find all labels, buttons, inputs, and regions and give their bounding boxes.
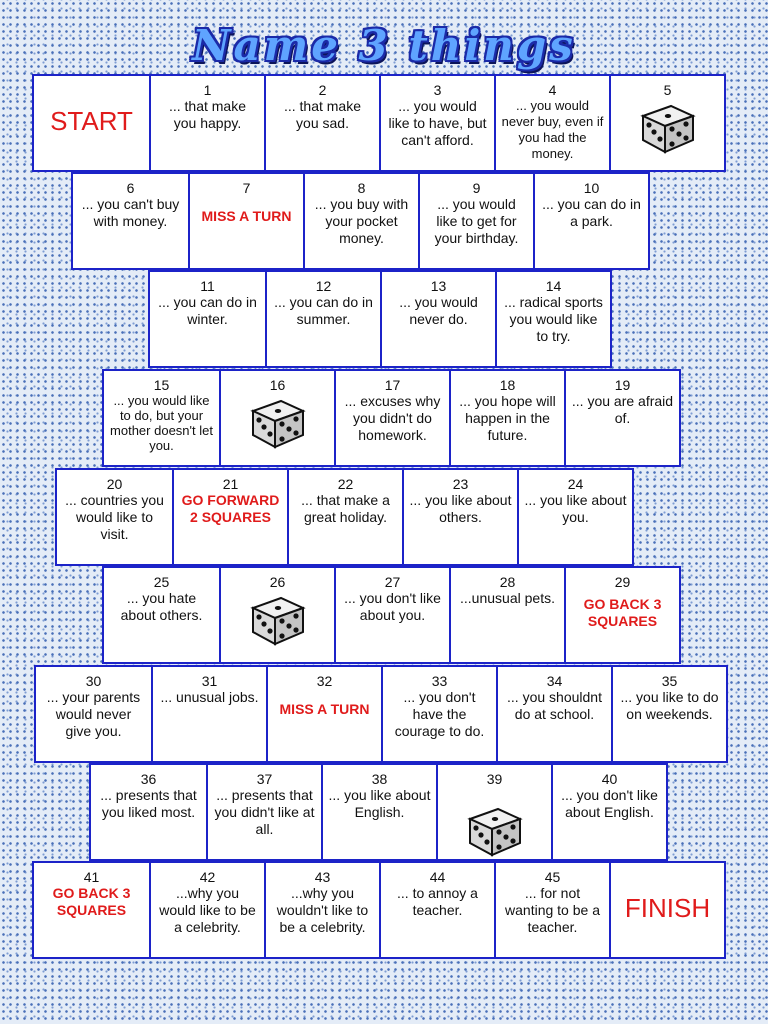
square-30[interactable]	[36, 667, 151, 761]
square-number: 17	[384, 377, 401, 393]
square-prompt: ... you hope will happen in the future.	[459, 393, 556, 443]
square-prompt: ... you would never do.	[399, 294, 478, 327]
square-number: 41	[83, 869, 100, 885]
square-31[interactable]	[151, 667, 266, 761]
square-prompt: ... your parents would never give you.	[46, 689, 141, 739]
square-prompt: ...why you would like to be a celebrity.	[159, 885, 256, 935]
square-number: 44	[429, 869, 446, 885]
square-number: 6	[126, 180, 135, 196]
square-number: 34	[546, 673, 563, 689]
square-40[interactable]	[551, 765, 666, 859]
square-prompt: ... you like about English.	[328, 787, 431, 820]
square-45[interactable]	[494, 863, 609, 957]
square-prompt: ... you like about others.	[409, 492, 512, 525]
square-number: 15	[153, 377, 170, 393]
square-29[interactable]	[564, 568, 679, 662]
square-32[interactable]	[266, 667, 381, 761]
square-20[interactable]	[57, 470, 172, 564]
square-number: 11	[200, 278, 215, 294]
square-35[interactable]	[611, 667, 726, 761]
square-number: 3	[433, 82, 442, 98]
square-prompt: ... you hate about others.	[120, 590, 203, 623]
square-number: 32	[316, 673, 333, 689]
square-number: 4	[548, 82, 557, 98]
square-number: 14	[545, 278, 562, 294]
square-27[interactable]	[334, 568, 449, 662]
dice-icon	[247, 592, 309, 648]
square-number: 25	[153, 574, 170, 590]
square-number: 7	[242, 180, 251, 196]
square-number: 8	[357, 180, 366, 196]
square-prompt: ... that make a great holiday.	[301, 492, 390, 525]
square-25[interactable]	[104, 568, 219, 662]
square-number: 38	[371, 771, 388, 787]
square-prompt: ... you can do in a park.	[542, 196, 641, 229]
board-row-2	[71, 172, 650, 270]
square-6[interactable]	[73, 174, 188, 268]
square-instruction: GO BACK 3 SQUARES	[583, 596, 662, 629]
square-number: 42	[199, 869, 216, 885]
square-prompt: ... you can do in winter.	[158, 294, 257, 327]
square-prompt: ... you like about you.	[524, 492, 627, 525]
square-number: 23	[452, 476, 469, 492]
square-11[interactable]	[150, 272, 265, 366]
square-22[interactable]	[287, 470, 402, 564]
square-13[interactable]	[380, 272, 495, 366]
game-title: Name 3 things	[192, 21, 576, 70]
square-prompt: ... you are afraid of.	[571, 393, 674, 426]
square-number: 29	[614, 574, 631, 590]
square-prompt: ... radical sports you would like to try.	[504, 294, 603, 344]
square-prompt: ... presents that you didn't like at all.	[214, 787, 315, 837]
square-41[interactable]	[34, 863, 149, 957]
square-43[interactable]	[264, 863, 379, 957]
square-2[interactable]	[264, 76, 379, 170]
board-row-7	[34, 665, 728, 763]
square-17[interactable]	[334, 371, 449, 465]
square-prompt: ... you shouldnt do at school.	[507, 689, 602, 722]
square-12[interactable]	[265, 272, 380, 366]
square-number: 12	[315, 278, 332, 294]
board-row-6	[102, 566, 681, 664]
square-28[interactable]	[449, 568, 564, 662]
square-instruction: MISS A TURN	[279, 701, 370, 717]
square-prompt: ... you would like to do, but your mother doesn't let you.	[110, 393, 213, 453]
square-number: 43	[314, 869, 331, 885]
square-prompt: ... to annoy a teacher.	[397, 885, 478, 918]
square-number: 10	[583, 180, 600, 196]
square-prompt: ... for not wanting to be a teacher.	[505, 885, 600, 935]
square-number: 18	[499, 377, 516, 393]
square-9[interactable]	[418, 174, 533, 268]
square-number: 2	[318, 82, 327, 98]
square-5[interactable]	[609, 76, 724, 170]
square-39[interactable]	[436, 765, 551, 859]
dice-icon	[637, 100, 699, 156]
square-33[interactable]	[381, 667, 496, 761]
square-26[interactable]	[219, 568, 334, 662]
square-number: 19	[614, 377, 631, 393]
square-prompt: ... unusual jobs.	[160, 689, 259, 705]
square-14[interactable]	[495, 272, 610, 366]
square-3[interactable]	[379, 76, 494, 170]
square-8[interactable]	[303, 174, 418, 268]
board-row-1	[32, 74, 726, 172]
start-label: START	[50, 106, 133, 136]
square-number: 28	[499, 574, 516, 590]
square-number: 27	[384, 574, 401, 590]
square-number: 37	[256, 771, 273, 787]
square-number: 22	[337, 476, 354, 492]
square-44[interactable]	[379, 863, 494, 957]
board-row-3	[148, 270, 612, 368]
square-prompt: ... you don't have the courage to do.	[394, 689, 485, 739]
square-18[interactable]	[449, 371, 564, 465]
square-1[interactable]	[149, 76, 264, 170]
square-19[interactable]	[564, 371, 679, 465]
square-number: 13	[430, 278, 447, 294]
square-number: 5	[663, 82, 672, 98]
square-number: 40	[601, 771, 618, 787]
square-number: 21	[222, 476, 239, 492]
finish-square[interactable]	[609, 863, 724, 957]
square-prompt: ... excuses why you didn't do homework.	[344, 393, 441, 443]
square-10[interactable]	[533, 174, 648, 268]
square-number: 24	[567, 476, 584, 492]
square-15[interactable]	[104, 371, 219, 465]
square-4[interactable]	[494, 76, 609, 170]
dice-icon	[247, 395, 309, 451]
square-prompt: ... you would never buy, even if you had the money.	[501, 98, 604, 161]
square-37[interactable]	[206, 765, 321, 859]
square-prompt: ... presents that you liked most.	[100, 787, 197, 820]
square-instruction: GO BACK 3 SQUARES	[52, 885, 131, 918]
square-number: 16	[269, 377, 286, 393]
square-prompt: ... you don't like about English.	[561, 787, 658, 820]
square-number: 9	[472, 180, 481, 196]
square-prompt: ... you buy with your pocket money.	[314, 196, 409, 246]
square-7[interactable]	[188, 174, 303, 268]
square-prompt: ... you can do in summer.	[274, 294, 373, 327]
square-number: 36	[140, 771, 157, 787]
square-number: 26	[269, 574, 286, 590]
square-number: 35	[661, 673, 678, 689]
square-prompt: ... you don't like about you.	[344, 590, 441, 623]
square-prompt: ... you like to do on weekends.	[620, 689, 719, 722]
start-square[interactable]	[34, 76, 149, 170]
square-instruction: GO FORWARD 2 SQUARES	[181, 492, 280, 525]
square-number: 20	[106, 476, 123, 492]
square-prompt: ... you can't buy with money.	[81, 196, 180, 229]
board-row-4	[102, 369, 681, 467]
square-number: 33	[431, 673, 448, 689]
dice-icon	[464, 803, 526, 859]
square-36[interactable]	[91, 765, 206, 859]
square-prompt: ...why you wouldn't like to be a celebrity.	[276, 885, 369, 935]
board-row-9	[32, 861, 726, 959]
square-23[interactable]	[402, 470, 517, 564]
square-prompt: ... you would like to get for your birthday.	[434, 196, 519, 246]
square-number: 31	[201, 673, 218, 689]
square-38[interactable]	[321, 765, 436, 859]
square-34[interactable]	[496, 667, 611, 761]
square-number: 30	[85, 673, 102, 689]
square-16[interactable]	[219, 371, 334, 465]
square-21[interactable]	[172, 470, 287, 564]
square-prompt: ... that make you sad.	[283, 98, 362, 131]
square-number: 39	[486, 771, 503, 787]
square-prompt: ... countries you would like to visit.	[65, 492, 164, 542]
board-row-8	[89, 763, 668, 861]
square-24[interactable]	[517, 470, 632, 564]
finish-label: FINISH	[624, 893, 711, 923]
square-prompt: ...unusual pets.	[460, 590, 555, 606]
square-instruction: MISS A TURN	[201, 208, 292, 224]
square-prompt: ... that make you happy.	[168, 98, 247, 131]
square-42[interactable]	[149, 863, 264, 957]
square-prompt: ... you would like to have, but can't afford.	[388, 98, 487, 148]
square-number: 1	[203, 82, 212, 98]
board-row-5	[55, 468, 634, 566]
square-number: 45	[544, 869, 561, 885]
